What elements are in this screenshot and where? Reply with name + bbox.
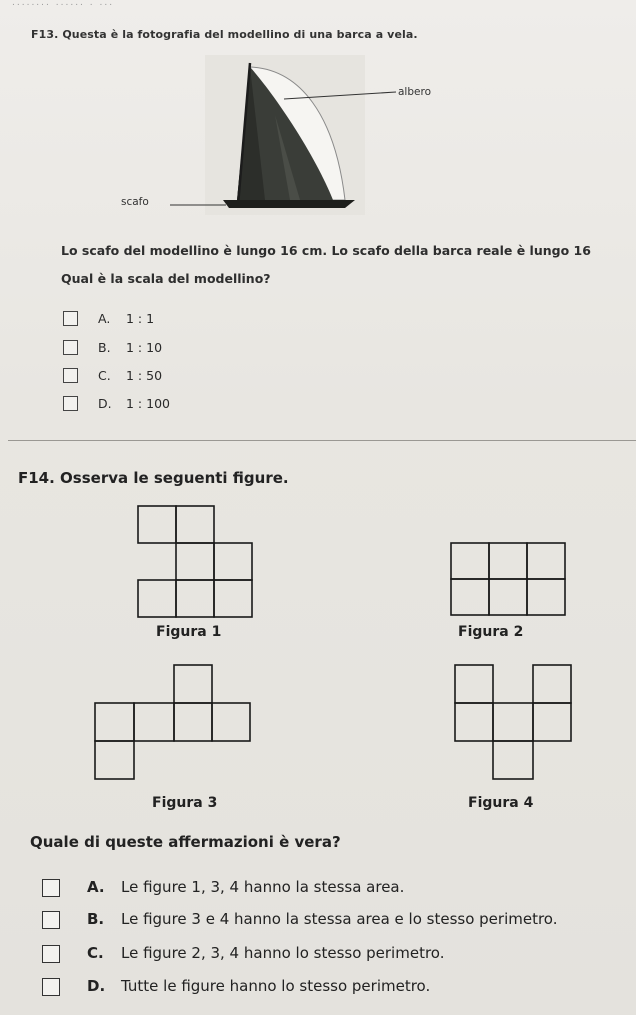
option-value: 1 : 1 [126,311,155,326]
sailboat-photo [205,55,365,215]
figure-1-caption: Figura 1 [156,624,222,640]
f13-question: Qual è la scala del modellino? [61,271,271,286]
f14-title: F14. Osserva le seguenti figure. [18,469,289,487]
answer-letter: C. [87,944,104,962]
f14-question: Quale di queste affermazioni è vera? [30,833,341,851]
answer-text: Le figure 1, 3, 4 hanno la stessa area. [121,878,405,896]
f13-option-d[interactable] [63,396,263,414]
f13-option-a[interactable] [63,311,263,329]
option-letter: C. [98,368,111,383]
f13-option-b[interactable] [63,340,263,358]
mast-leader-line [282,82,402,102]
answer-text: Tutte le figure hanno lo stesso perimetro. [121,977,431,995]
checkbox[interactable] [63,340,78,355]
section-divider [8,440,636,441]
checkbox[interactable] [42,945,60,963]
f14-answer-a[interactable] [42,877,602,899]
option-value: 1 : 50 [126,368,163,383]
answer-text: Le figure 3 e 4 hanno la stessa area e lo stesso perimetro. [121,910,558,928]
answer-letter: B. [87,910,105,928]
figure-1-grid [135,504,261,622]
f13-title: F13. Questa è la fotografia del modellino di una barca a vela. [31,28,418,41]
header-fragment: ........ ...... . ... [12,0,115,8]
f13-text-line1: Lo scafo del modellino è lungo 16 cm. Lo scafo della barca reale è lungo 16 [61,243,591,258]
f14-answer-d[interactable] [42,976,602,998]
mast-label: albero [398,86,431,98]
checkbox[interactable] [63,396,78,411]
figure-4-caption: Figura 4 [468,795,534,811]
answer-letter: A. [87,878,105,896]
figure-3-grid [92,663,257,785]
option-letter: A. [98,311,111,326]
figure-2-grid [448,540,573,620]
option-value: 1 : 100 [126,396,170,411]
answer-letter: D. [87,977,106,995]
figure-4-grid [452,663,579,785]
sailboat-illustration [205,55,365,215]
answer-text: Le figure 2, 3, 4 hanno lo stesso perimetro. [121,944,445,962]
checkbox[interactable] [63,311,78,326]
checkbox[interactable] [42,911,60,929]
figure-3-caption: Figura 3 [152,795,218,811]
f14-answer-b[interactable] [42,909,632,931]
figure-2-caption: Figura 2 [458,624,524,640]
checkbox[interactable] [42,879,60,897]
option-letter: B. [98,340,111,355]
f13-option-c[interactable] [63,368,263,386]
option-value: 1 : 10 [126,340,163,355]
checkbox[interactable] [63,368,78,383]
f14-answer-c[interactable] [42,943,602,965]
hull-label: scafo [121,196,149,208]
checkbox[interactable] [42,978,60,996]
hull-leader-line [170,201,230,211]
option-letter: D. [98,396,112,411]
